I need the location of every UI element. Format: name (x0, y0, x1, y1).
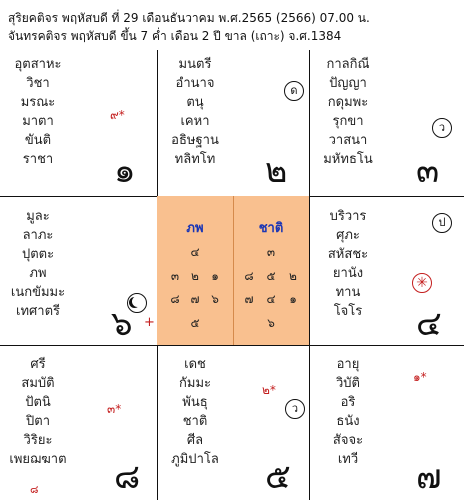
house-5-mark: ๒* (262, 383, 276, 397)
planet-marker-red: ✳ (412, 273, 432, 293)
house-2-item: อำนาจ (175, 76, 215, 91)
center-right-title: ชาติ (258, 221, 284, 236)
center-left-r2-2: ๑ (211, 269, 219, 283)
center-left-r4-0: ๕ (190, 316, 200, 330)
planet-marker: ว (285, 399, 305, 419)
house-4-item: ทาน (335, 285, 361, 300)
house-6-item: ภพ (29, 266, 47, 281)
house-2-item: ทลิทโท (174, 152, 216, 167)
house-3-item: วาสนา (328, 133, 368, 148)
house-5-number: ๕ (265, 457, 291, 497)
house-7-mark: ๑* (413, 370, 427, 384)
solar-date-line: สุริยคติจร พฤหัสบดี ที่ 29 เดือนธันวาคม พ.ศ.2565 (2566) 07.00 น. (8, 11, 370, 25)
center-right-r2-0: ๘ (244, 269, 254, 283)
house-4-item: ศุภะ (336, 228, 360, 243)
house-1-list (2, 55, 74, 169)
house-6-item: มูละ (26, 209, 50, 224)
house-2-item: ตนุ (186, 95, 204, 110)
house-1-item: ราชา (22, 152, 54, 167)
house-8-item: เพยฌฆาต (9, 452, 67, 467)
house-6-item: ลาภะ (22, 228, 54, 243)
center-left-r3-2: ๖ (211, 292, 219, 306)
house-4-item: ยานัง (332, 266, 364, 281)
lunar-date-line: จันทรคติจร พฤหัสบดี ขึ้น 7 ค่ำ เดือน 2 ปี ขาล (เถาะ) จ.ศ.1384 (8, 29, 342, 43)
house-8-item: วิริยะ (23, 433, 53, 448)
house-5-item: พันธุ (182, 395, 208, 410)
house-3-item: ปัญญา (329, 76, 367, 91)
house-1-mark: ๙* (110, 108, 125, 122)
house-5-item: เดช (184, 357, 206, 372)
center-left-r2-0: ๓ (170, 269, 180, 283)
house-3-item: รุกขา (332, 114, 364, 129)
center-right-r2-2: ๒ (289, 269, 297, 283)
center-right-r3-1: ๔ (266, 292, 276, 306)
house-8-list (2, 355, 74, 469)
house-5-item: ชาติ (182, 414, 208, 429)
center-right-r3-0: ๗ (244, 292, 254, 306)
center-left-title: ภพ (186, 221, 204, 236)
house-8-item: ปัตนิ (25, 395, 51, 410)
house-7-item: อริ (340, 395, 356, 410)
house-2-item: มนตรี (178, 57, 212, 72)
center-left-r1-0: ๔ (190, 245, 200, 259)
planet-marker: ว (432, 118, 452, 138)
center-left-r2-1: ๒ (191, 269, 199, 283)
center-right-r2-1: ๕ (266, 269, 276, 283)
house-3-item: มหัทธโน (323, 152, 373, 167)
house-1-item: ขันติ (24, 133, 52, 148)
house-4-item: โจโร (333, 304, 363, 319)
house-7-item: อายุ (336, 357, 360, 372)
house-3-item: กดุมพะ (327, 95, 369, 110)
house-3-number: ๓ (416, 151, 440, 191)
house-4-item: สหัสชะ (327, 247, 369, 262)
house-4-number: ๔ (416, 304, 442, 344)
house-8-number: ๘ (114, 457, 141, 497)
house-2-list (157, 55, 233, 169)
house-5-item: ภูมิปาโล (171, 452, 219, 467)
center-left-r3-0: ๘ (170, 292, 180, 306)
house-8-item: ปิตา (26, 414, 50, 429)
house-3-item: กาลกิณี (326, 57, 370, 72)
planet-marker: ด (284, 81, 304, 101)
center-right-r3-2: ๑ (289, 292, 297, 306)
house-7-number: ๗ (416, 457, 442, 497)
house-4-list (312, 207, 384, 321)
planet-marker: ป (432, 213, 452, 233)
house-6-plus: + (144, 315, 155, 330)
house-8-mark-2: ๘ (30, 483, 39, 496)
house-6-item: ปุตตะ (21, 247, 55, 262)
house-2-item: เคหา (180, 114, 210, 129)
house-1-item: อุตสาหะ (14, 57, 62, 72)
center-left-r3-1: ๗ (190, 292, 200, 306)
house-2-number: ๒ (265, 151, 288, 191)
house-7-item: สัจจะ (332, 433, 364, 448)
house-5-item: กัมมะ (179, 376, 211, 391)
house-7-item: วิบัติ (336, 376, 360, 391)
house-5-item: ศีล (186, 433, 204, 448)
house-1-number: ๑ (114, 151, 136, 191)
house-8-item: ศรี (30, 357, 46, 372)
house-6-list (2, 207, 74, 321)
house-7-item: ธนัง (336, 414, 360, 429)
house-8-mark: ๓* (107, 402, 122, 416)
house-2-item: อธิษฐาน (171, 133, 219, 148)
house-6-number: ๖ (111, 304, 133, 344)
house-7-item: เทวี (337, 452, 359, 467)
house-1-item: มรณะ (20, 95, 56, 110)
grid-line (0, 345, 464, 346)
house-7-list (312, 355, 384, 469)
house-1-item: มาตา (22, 114, 54, 129)
house-5-list (157, 355, 233, 469)
house-6-item: เทศาตรี (16, 304, 60, 319)
house-4-item: บริวาร (329, 209, 367, 224)
center-right-r1-0: ๓ (266, 245, 276, 259)
house-3-list (312, 55, 384, 169)
house-8-item: สมบัติ (21, 376, 55, 391)
grid-line (309, 50, 310, 500)
center-right-r4-0: ๖ (267, 316, 275, 330)
house-6-item: เนกขัมมะ (10, 285, 66, 300)
house-1-item: วิชา (26, 76, 50, 91)
